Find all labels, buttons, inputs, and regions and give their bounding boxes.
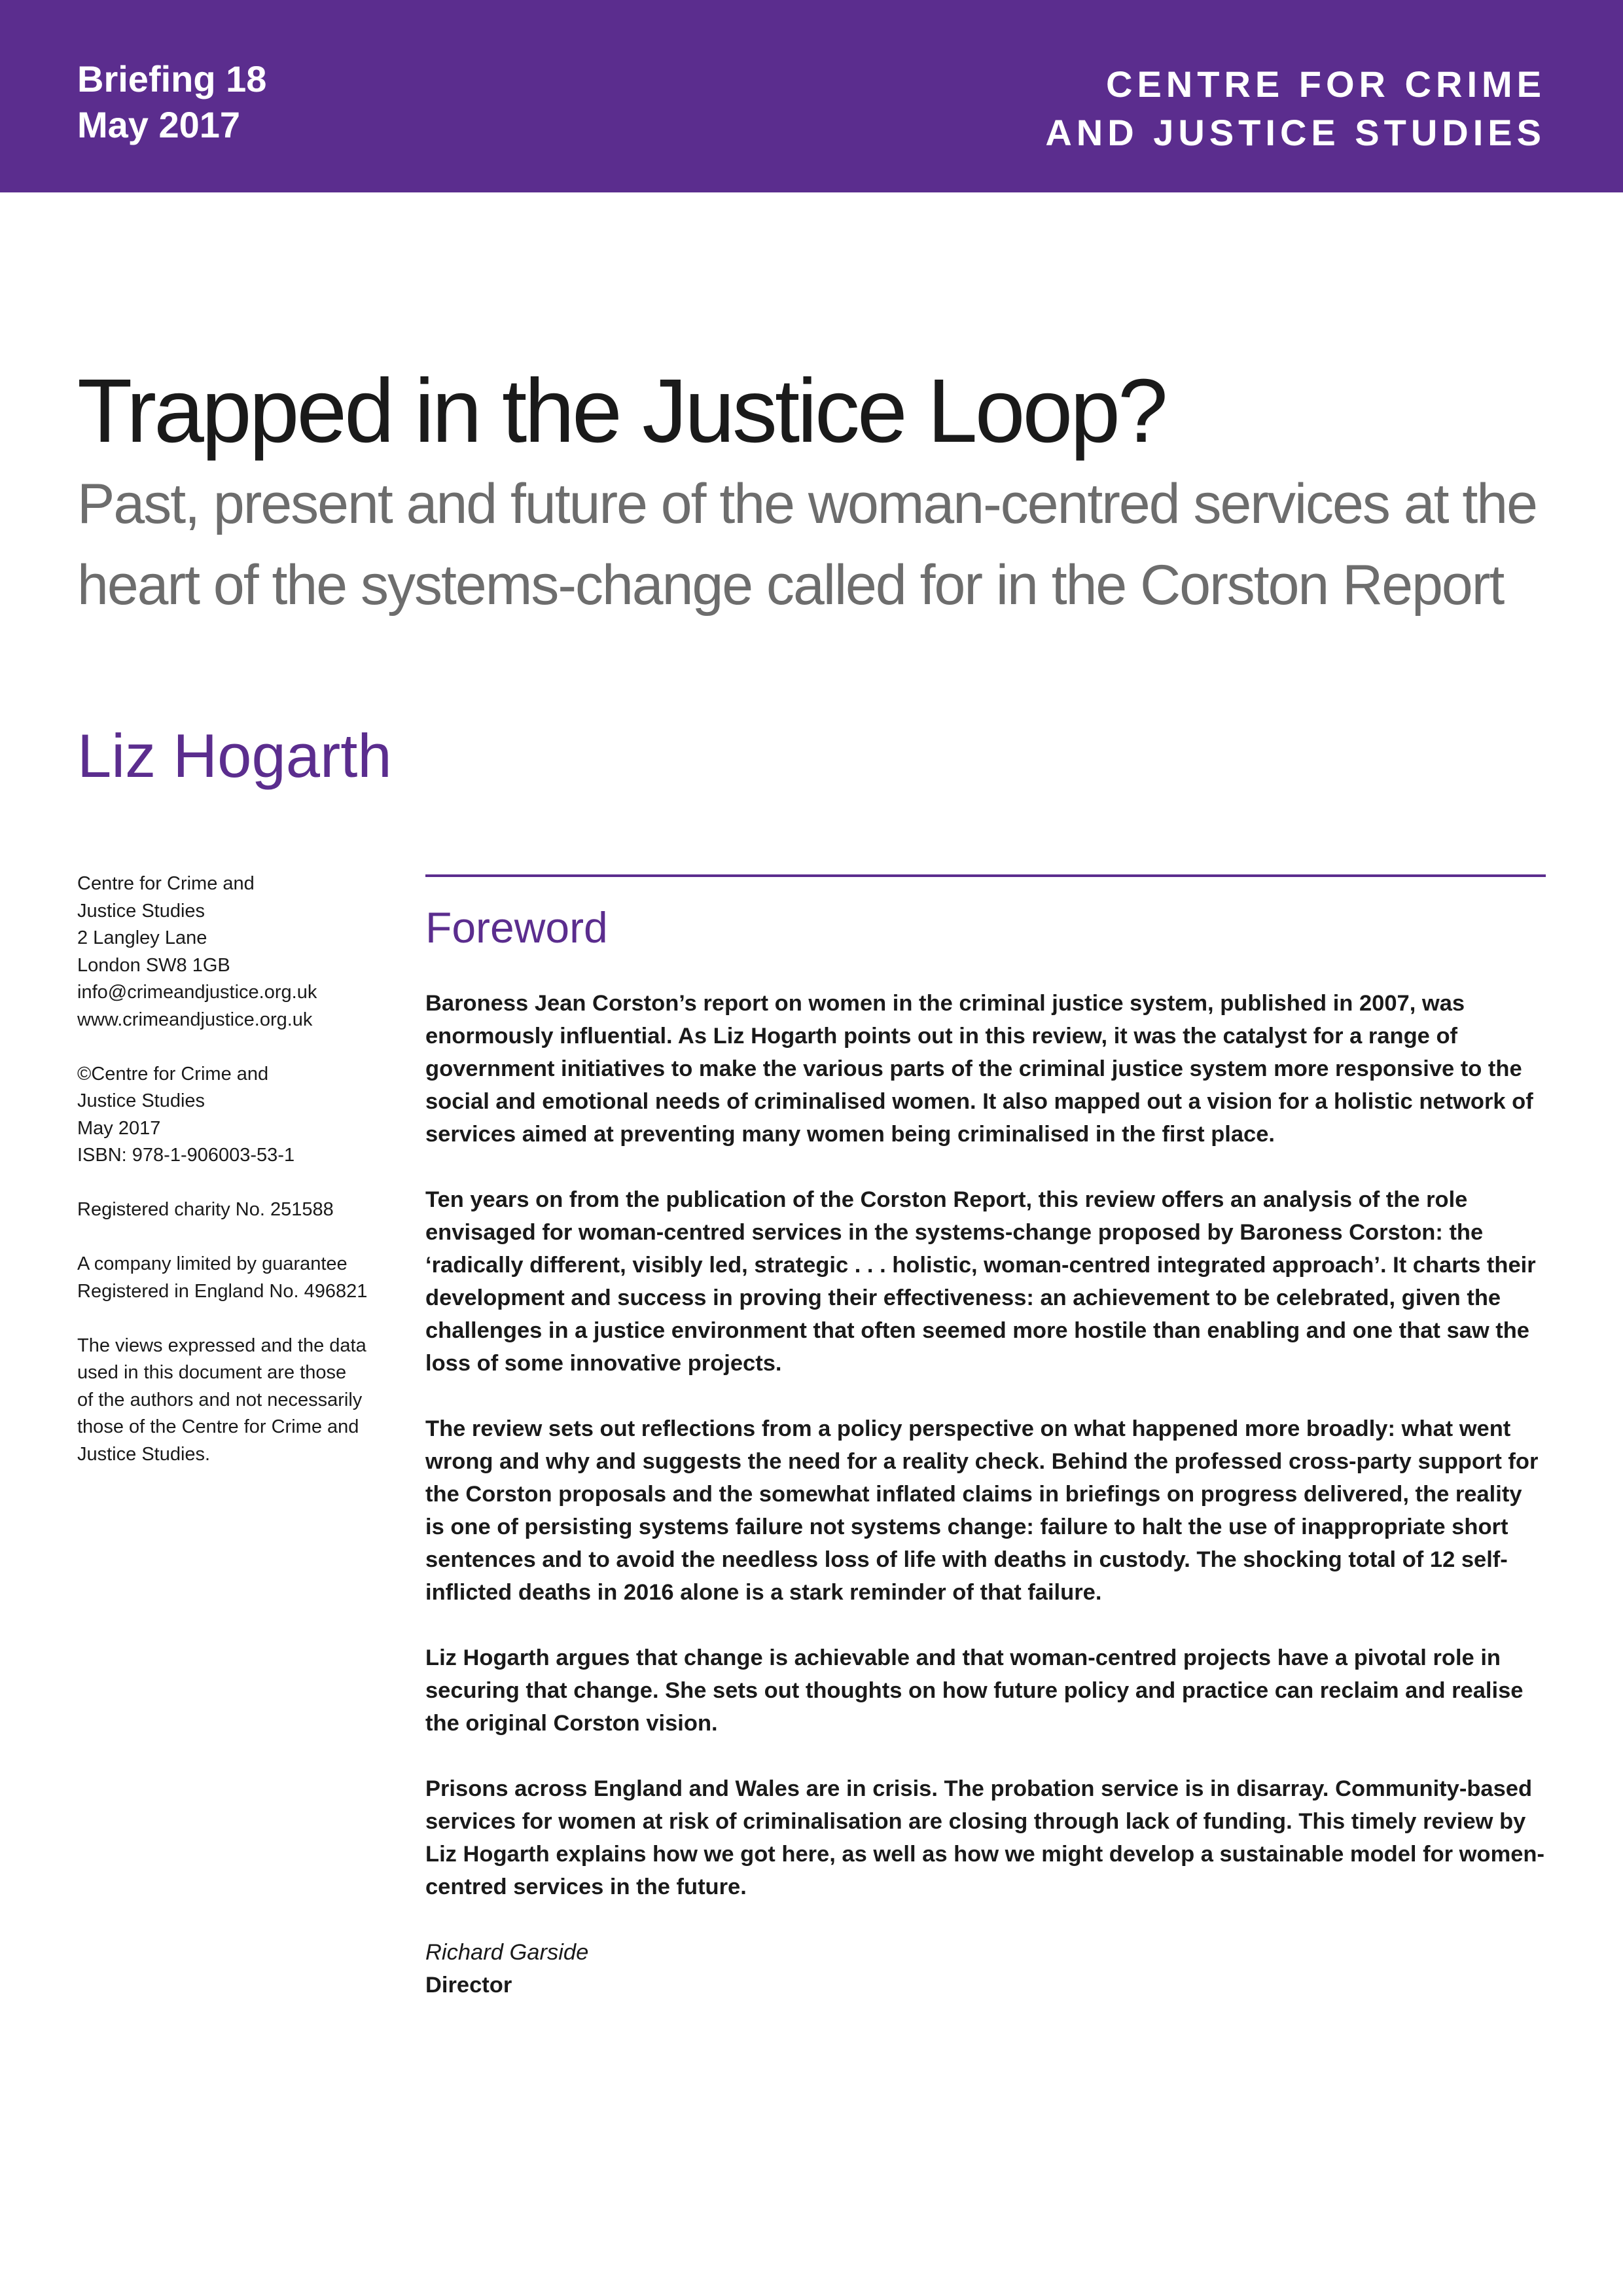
- briefing-info: [77, 56, 266, 148]
- copyright-line: May 2017: [77, 1117, 161, 1139]
- signature-block: [425, 1936, 1546, 2001]
- signature-name: Richard Garside: [425, 1940, 589, 1965]
- address-block: [77, 870, 404, 1033]
- org-line-1: CENTRE FOR CRIME: [1106, 63, 1546, 105]
- foreword-paragraph: Ten years on from the publication of the Corston Report, this review offers an analysis of the role envisaged for woman-centred services in the systems-change proposed by Baroness Corston: the ‘radically different, visibly led, strategic . . . holistic, woman-centred integrated approach’. It charts their development and success in proving their effectiveness: an achievement to be celebrated, given the challenges in a justice environment that often seemed more hostile than enabling and one that saw the loss of some innovative projects.: [425, 1187, 1536, 1376]
- company-line: A company limited by guarantee: [77, 1253, 348, 1274]
- foreword-paragraph: Prisons across England and Wales are in crisis. The probation service is in disarray. Community-based services for women at risk of criminalisation are closing through lack of funding. This timely review by Liz Hogarth explains how we got here, as well as how we might develop a sustainable model for women-centred services in the future.: [425, 1776, 1544, 1899]
- foreword-heading: Foreword: [425, 903, 608, 952]
- briefing-date: May 2017: [77, 104, 241, 145]
- org-line-2: AND JUSTICE STUDIES: [1045, 112, 1546, 153]
- briefing-number: Briefing 18: [77, 58, 267, 99]
- document-title: Trapped in the Justice Loop?: [77, 361, 1166, 461]
- company-line: Registered in England No. 496821: [77, 1280, 368, 1302]
- disclaimer-line: those of the Centre for Crime and: [77, 1416, 359, 1437]
- foreword-divider: [425, 874, 1546, 877]
- website-text: www.crimeandjustice.org.uk: [77, 1009, 313, 1030]
- copyright-line: Justice Studies: [77, 1090, 205, 1111]
- foreword-paragraph: Baroness Jean Corston’s report on women in the criminal justice system, published in 2007, was enormously influential. As Liz Hogarth points out in this review, it was the catalyst for a range of government initiatives to make the various parts of the criminal justice system more responsive to the social and emotional needs of criminalised women. It also mapped out a vision for a holistic network of services aimed at preventing many women being criminalised in the first place.: [425, 991, 1533, 1147]
- address-line: Centre for Crime and: [77, 873, 255, 894]
- organisation-logo-text: [1045, 60, 1546, 157]
- foreword-paragraph: The review sets out reflections from a policy perspective on what happened more broadly: what went wrong and why and suggests the need for a reality check. Behind the professed cross-party support for the Corston proposals and the somewhat inflated claims in briefings on progress delivered, the reality is one of persisting systems failure not systems change: failure to halt the use of inappropriate short sentences and to avoid the needless loss of life with deaths in custody. The shocking total of 12 self-inflicted deaths in 2016 alone is a stark reminder of that failure.: [425, 1416, 1539, 1605]
- copyright-block: [77, 1061, 404, 1170]
- disclaimer-line: The views expressed and the data: [77, 1335, 366, 1356]
- copyright-line: ©Centre for Crime and: [77, 1063, 269, 1085]
- foreword-body: [425, 987, 1546, 2034]
- author-name: Liz Hogarth: [77, 721, 392, 790]
- charity-number: Registered charity No. 251588: [77, 1199, 334, 1220]
- foreword-paragraph: Liz Hogarth argues that change is achievable and that woman-centred projects have a pivotal role in securing that change. She sets out thoughts on how future policy and practice can reclaim and realise the original Corston vision.: [425, 1645, 1524, 1736]
- address-line: 2 Langley Lane: [77, 927, 207, 948]
- header-banner: [0, 0, 1623, 192]
- disclaimer-line: of the authors and not necessarily: [77, 1389, 363, 1410]
- address-line: Justice Studies: [77, 900, 205, 922]
- email-text: info@crimeandjustice.org.uk: [77, 982, 317, 1003]
- address-line: London SW8 1GB: [77, 954, 230, 976]
- disclaimer-line: Justice Studies.: [77, 1443, 211, 1465]
- company-block: [77, 1251, 404, 1305]
- disclaimer-block: [77, 1333, 404, 1469]
- publication-info-sidebar: [77, 870, 404, 1496]
- document-subtitle: Past, present and future of the woman-centred services at the heart of the systems-change called for in the Corston Report: [77, 473, 1537, 617]
- signature-role: Director: [425, 1973, 512, 1998]
- isbn-text: ISBN: 978-1-906003-53-1: [77, 1145, 295, 1166]
- disclaimer-line: used in this document are those: [77, 1362, 347, 1383]
